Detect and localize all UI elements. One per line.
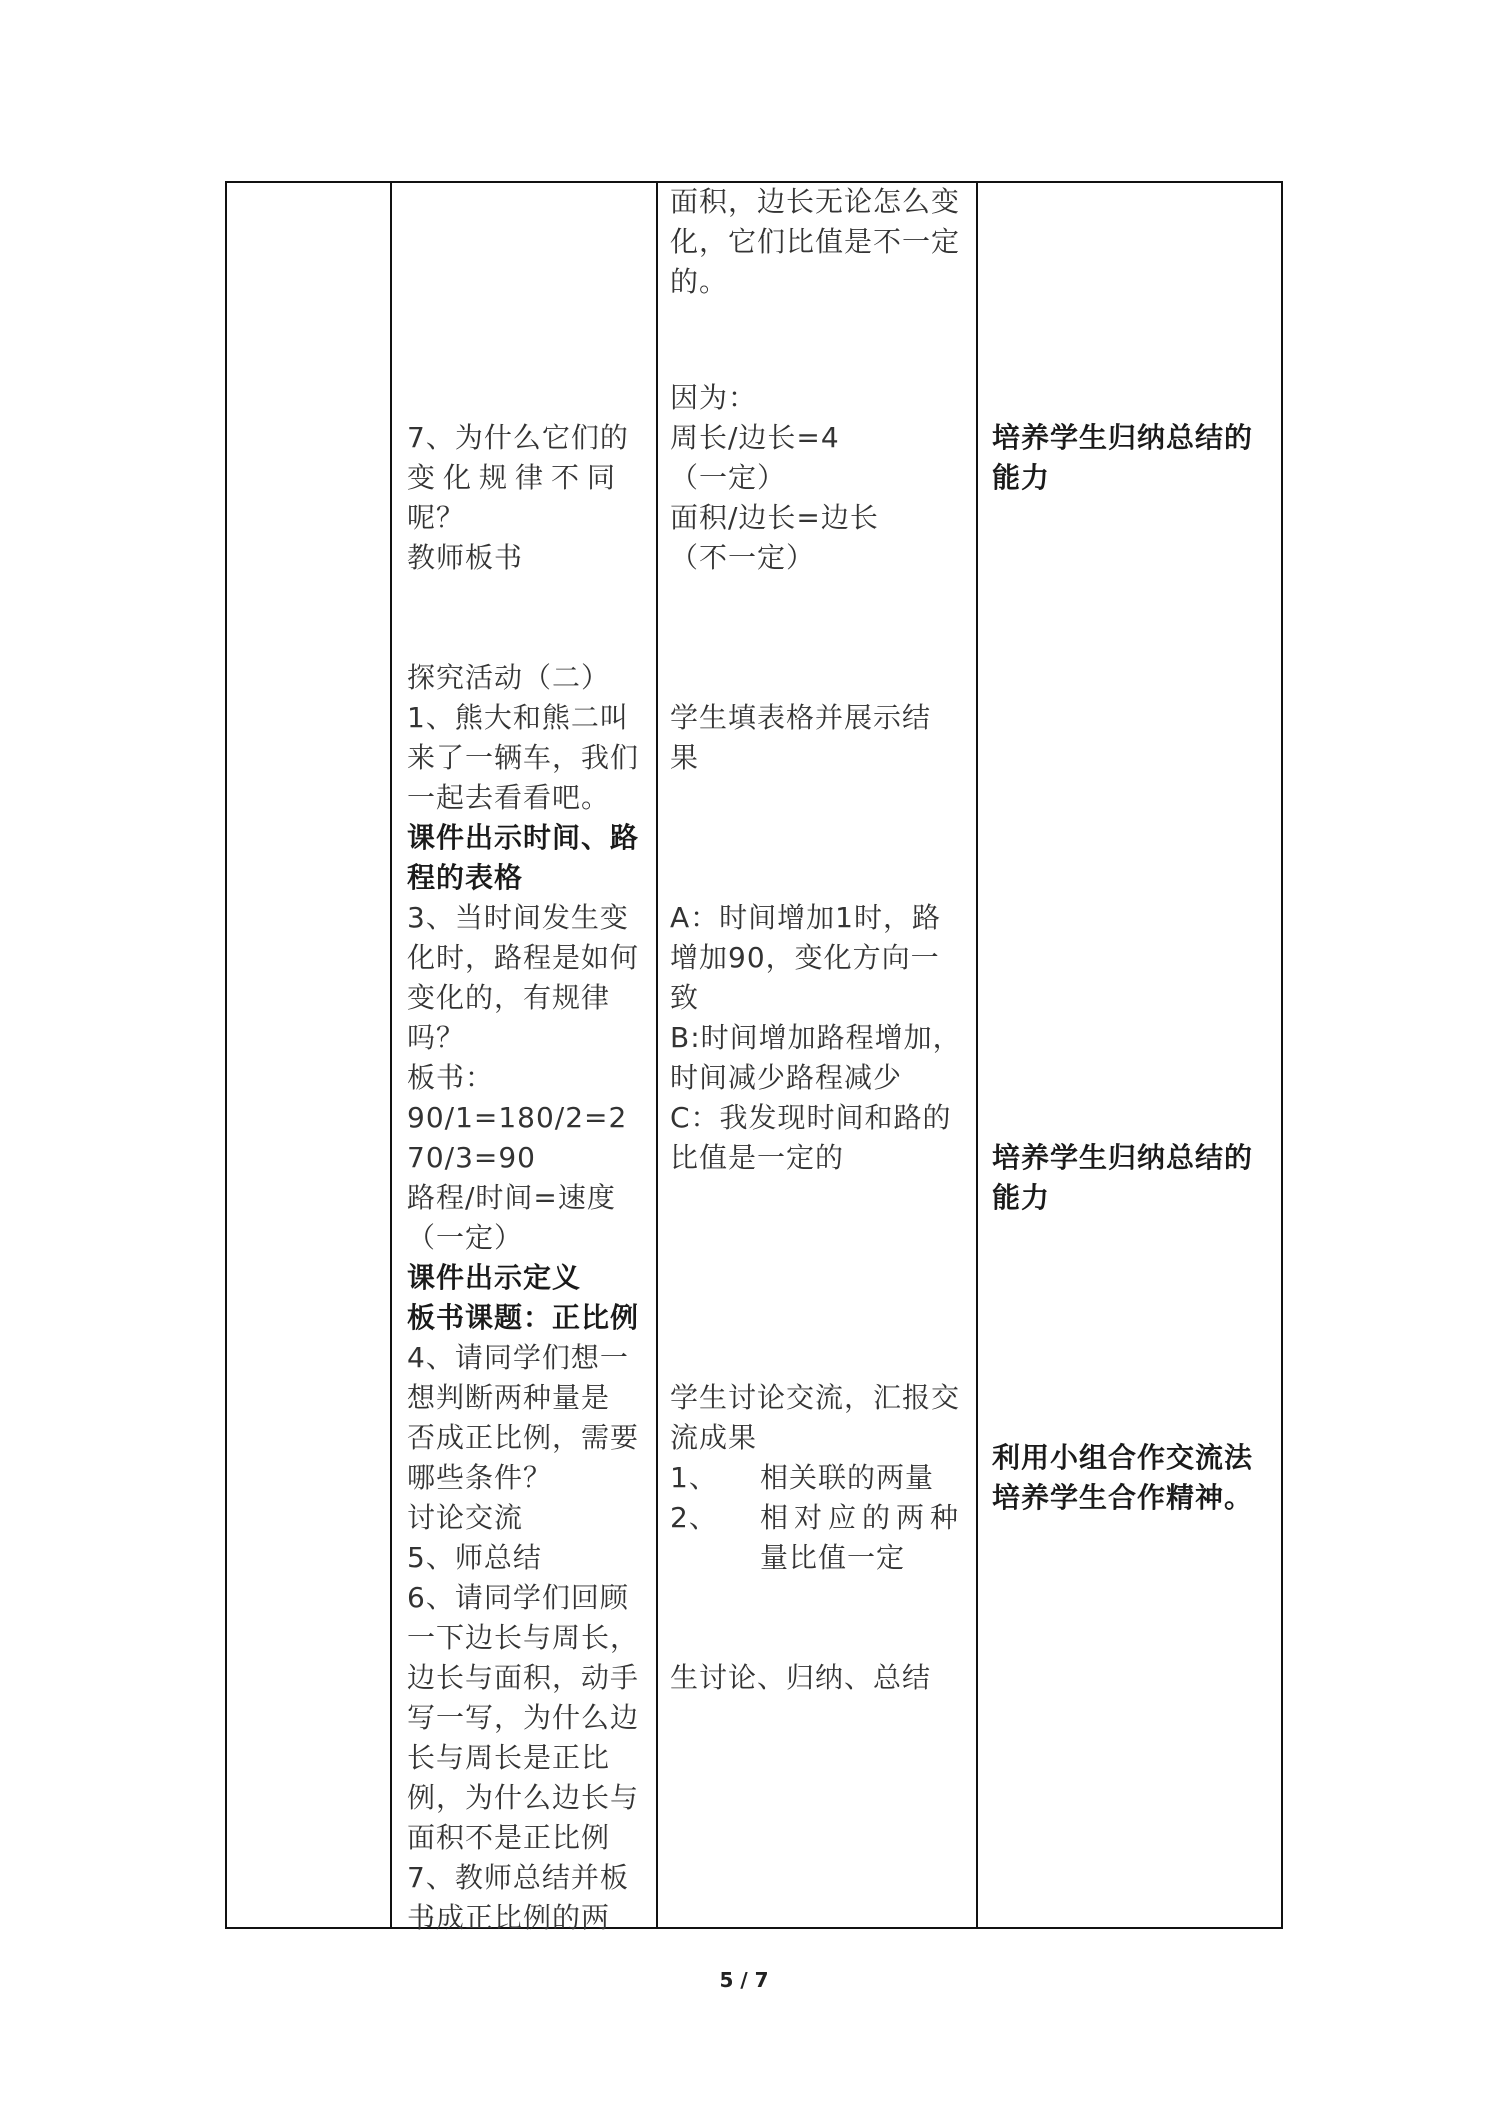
- teacher-activity-line: 呢？: [407, 501, 466, 534]
- design-intent-cell: [977, 182, 1282, 1928]
- teacher-activity-line: （一定）: [407, 1221, 524, 1254]
- teacher-activity-line: 想判断两种量是: [407, 1381, 611, 1414]
- page-number: 5 / 7: [719, 1968, 769, 1992]
- teacher-activity-line: 程的表格: [407, 861, 524, 894]
- student-activity-line: 学生填表格并展示结: [670, 701, 932, 734]
- teacher-activity-line: 70/3=90: [407, 1141, 536, 1174]
- teacher-activity-line: 探究活动（二）: [407, 661, 611, 694]
- teacher-activity-line: 书成正比例的两: [407, 1901, 611, 1934]
- student-activity-line: （一定）: [670, 461, 787, 494]
- teacher-activity-line: 边长与面积，动手: [407, 1661, 640, 1694]
- student-activity-line: 比值是一定的: [670, 1141, 845, 1174]
- teacher-activity-line: 1、熊大和熊二叫: [407, 701, 629, 734]
- design-intent-line: 利用小组合作交流法: [992, 1441, 1254, 1474]
- student-activity-line: B:时间增加路程增加，: [670, 1021, 962, 1054]
- teacher-activity-line: 一起去看看吧。: [407, 781, 611, 814]
- teacher-activity-line: 吗？: [407, 1021, 466, 1054]
- student-activity-line: A：时间增加1时，路: [670, 901, 941, 934]
- design-intent-line: 能力: [992, 1181, 1051, 1214]
- student-activity-line: 生讨论、归纳、总结: [670, 1661, 932, 1694]
- list-item: [670, 1499, 976, 1537]
- teacher-activity-cell: [391, 182, 657, 1934]
- student-activity-line: 因为：: [670, 381, 758, 414]
- student-activity-line: （不一定）: [670, 541, 816, 574]
- design-intent-line: 培养学生归纳总结的: [992, 1141, 1254, 1174]
- design-intent-line: 培养学生归纳总结的: [992, 421, 1254, 454]
- teacher-activity-line: 否成正比例，需要: [407, 1421, 640, 1454]
- student-activity-line: 学生讨论交流，汇报交: [670, 1381, 961, 1414]
- teacher-activity-line: 长与周长是正比: [407, 1741, 611, 1774]
- teacher-activity-line: 4、请同学们想一: [407, 1341, 629, 1374]
- teacher-activity-line: 6、请同学们回顾: [407, 1581, 629, 1614]
- teacher-activity-line: 教师板书: [407, 541, 524, 574]
- teacher-activity-line: 课件出示定义: [407, 1261, 582, 1294]
- teacher-activity-line: 变化规律不同: [407, 461, 624, 494]
- teacher-activity-line: 板书：: [407, 1061, 495, 1094]
- design-intent-line: 培养学生合作精神。: [992, 1481, 1254, 1514]
- teacher-activity-line: 路程/时间=速度: [407, 1181, 616, 1214]
- teacher-activity-line: 90/1=180/2=2: [407, 1101, 628, 1134]
- design-intent-line: 能力: [992, 461, 1051, 494]
- student-activity-line: 致: [670, 981, 700, 1014]
- list-item-text: 相关联的两量: [760, 1461, 935, 1494]
- teacher-activity-line: 3、当时间发生变: [407, 901, 629, 934]
- student-activity-line: 化，它们比值是不一定: [670, 225, 961, 258]
- student-activity-line: C：我发现时间和路的: [670, 1101, 952, 1134]
- teacher-activity-line: 5、师总结: [407, 1541, 542, 1574]
- student-activity-line: 的。: [670, 265, 729, 298]
- list-item-number: 1、: [670, 1461, 718, 1494]
- teacher-activity-line: 一下边长与周长，: [407, 1621, 640, 1654]
- teacher-activity-line: 例，为什么边长与: [407, 1781, 640, 1814]
- student-activity-line: 周长/边长=4: [670, 421, 840, 454]
- stage-column-cell: [226, 182, 391, 1928]
- student-activity-line: 时间减少路程减少: [670, 1061, 903, 1094]
- teacher-activity-line: 化时，路程是如何: [407, 941, 640, 974]
- student-activity-line: 面积/边长=边长: [670, 501, 879, 534]
- student-activity-line: 增加90，变化方向一: [670, 941, 940, 974]
- teacher-activity-line: 面积不是正比例: [407, 1821, 611, 1854]
- teacher-activity-line: 课件出示时间、路: [407, 821, 640, 854]
- list-item-text: 相对应的两种: [760, 1501, 965, 1534]
- teacher-activity-line: 来了一辆车，我们: [407, 741, 640, 774]
- list-item-number: 2、: [670, 1501, 718, 1534]
- student-activity-line: 流成果: [670, 1421, 758, 1454]
- table-row: [226, 182, 1282, 1928]
- teacher-activity-line: 7、教师总结并板: [407, 1861, 629, 1894]
- teacher-activity-line: 7、为什么它们的: [407, 421, 629, 454]
- lesson-plan-table: [225, 181, 1283, 1934]
- teacher-activity-line: 写一写，为什么边: [407, 1701, 640, 1734]
- student-activity-line: 果: [670, 741, 700, 774]
- list-item: [670, 1539, 976, 1577]
- teacher-activity-line: 变化的，有规律: [407, 981, 611, 1014]
- list-item: [670, 1459, 976, 1497]
- student-activity-cell: [657, 182, 977, 1928]
- teacher-activity-line: 讨论交流: [407, 1501, 524, 1534]
- teacher-activity-line: 板书课题：正比例: [407, 1301, 640, 1334]
- list-item-text: 量比值一定: [760, 1541, 906, 1574]
- student-activity-line: 面积，边长无论怎么变: [670, 185, 961, 218]
- teacher-activity-line: 哪些条件？: [407, 1461, 553, 1494]
